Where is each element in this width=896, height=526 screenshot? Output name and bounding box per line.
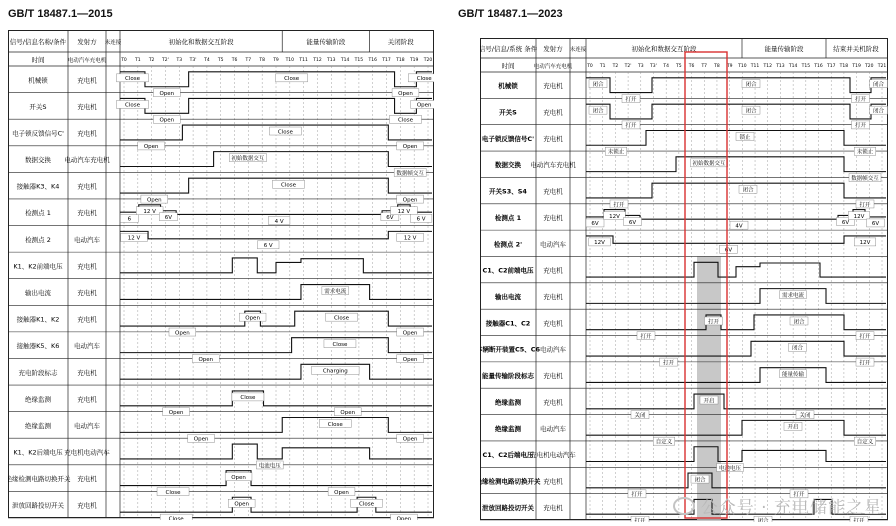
frame	[481, 39, 888, 520]
time-sender: 电动汽车充电机	[67, 58, 107, 64]
row-sender: 电动汽车	[74, 235, 100, 244]
row-sender: 充电机	[543, 293, 563, 301]
time-tick: T3	[637, 64, 644, 69]
state-label: Open	[159, 91, 175, 98]
state-label: Open	[231, 474, 246, 481]
state-label: 未锁止	[856, 149, 874, 156]
state-label: Open	[175, 330, 190, 337]
state-label: 未锁止	[607, 149, 625, 156]
state-label: 能量传输	[781, 371, 805, 378]
state-label: 打开	[640, 334, 652, 341]
state-label: Close	[240, 395, 256, 402]
row-sender: 电动汽车	[74, 342, 100, 351]
header-unconnected: 未连接	[569, 47, 587, 53]
time-tick: T15	[801, 64, 811, 69]
time-tick: T1	[599, 64, 606, 69]
row-sender: 充电机	[543, 503, 563, 512]
row-signal-name: 泄放回路投切开关	[482, 503, 534, 512]
state-label: 打开	[859, 360, 871, 367]
header-sender: 发射方	[77, 38, 97, 46]
state-label: 初始数据交互	[231, 155, 265, 162]
header-signal: 信号/信息/系统 条件	[480, 45, 538, 53]
state-label: 打开	[625, 96, 637, 103]
row-signal-name: 数据交换	[495, 161, 521, 170]
state-label: 打开	[625, 123, 637, 130]
time-tick: T3	[176, 58, 183, 63]
state-label: 6V	[386, 215, 394, 222]
state-label: Open	[402, 436, 418, 443]
waveform	[586, 315, 886, 330]
state-label: 电池电压	[258, 463, 281, 470]
row-sender: 电动汽车	[540, 240, 566, 249]
header-phase: 能量传输阶段	[306, 38, 346, 46]
state-label: 打开	[859, 334, 871, 341]
time-tick: T13	[327, 58, 336, 63]
state-label: Open	[402, 144, 418, 151]
row-sender: 充电机	[543, 82, 563, 91]
state-label: Close	[327, 421, 343, 428]
waveform	[586, 289, 886, 304]
row-signal-name: 检测点 2	[25, 235, 51, 244]
time-tick: T11	[299, 58, 308, 63]
time-tick: T11	[750, 64, 760, 69]
row-sender: 充电机	[77, 395, 97, 404]
time-tick: T17	[826, 64, 836, 69]
state-label: 12 V	[397, 209, 411, 216]
waveform	[586, 394, 886, 409]
state-label: 闭合	[757, 518, 769, 522]
row-signal-name: 接触器K5、K6	[16, 342, 60, 351]
state-label: 闭合	[592, 108, 604, 115]
time-tick: T2	[612, 64, 619, 69]
row-sender: 充电机	[543, 477, 563, 486]
time-tick: T5	[217, 58, 224, 63]
row-signal-name: 机械锁	[28, 76, 48, 85]
state-label: 6 V	[263, 243, 273, 250]
waveform	[586, 157, 886, 172]
row-sender: 充电机	[543, 266, 563, 275]
state-label: Charging	[322, 368, 348, 375]
state-label: Open	[340, 410, 356, 417]
wechat-icon	[673, 497, 695, 515]
time-tick: T17	[382, 58, 391, 63]
state-label: Open	[143, 144, 159, 151]
time-tick: T16	[814, 64, 823, 69]
time-tick: T19	[409, 58, 419, 63]
time-tick: T8	[714, 64, 720, 69]
row-signal-name: 绝缘监测	[495, 424, 521, 433]
header-phase: 关闭阶段	[387, 38, 414, 46]
row-sender: 充电机	[543, 187, 563, 196]
time-tick: T8	[259, 58, 265, 63]
row-sender: 电动汽车充电机	[530, 161, 576, 170]
state-label: Close	[397, 117, 413, 124]
state-label: Open	[416, 102, 432, 109]
state-label: 12V	[853, 213, 865, 220]
row-sender: 充电机	[77, 76, 97, 85]
row-signal-name: 检测点 1	[25, 209, 51, 218]
header-sender: 发射方	[543, 45, 563, 53]
watermark	[673, 493, 882, 518]
row-sender: 充电机	[543, 134, 563, 143]
row-signal-name: C1、C2后端电压	[482, 451, 534, 460]
state-label: Open	[193, 436, 209, 443]
state-label: Open	[398, 91, 413, 98]
time-tick: T16	[368, 58, 377, 63]
time-tick: T12	[763, 64, 772, 69]
row-sender: 充电机	[77, 368, 97, 377]
time-tick: T7	[245, 58, 252, 63]
state-label: 闭合	[742, 187, 754, 194]
row-sender: 充电机	[77, 262, 97, 271]
time-tick: T9	[273, 58, 279, 63]
row-signal-name: 绝缘监测	[495, 398, 521, 407]
state-label: 开启	[703, 398, 715, 405]
row-signal-name: K1、K2后端电压	[13, 448, 63, 457]
row-sender: 充电机	[543, 213, 563, 222]
frame	[9, 31, 434, 518]
state-label: 12 V	[403, 235, 417, 242]
header-phase: 初始化和数据交互阶段	[168, 38, 234, 46]
state-label: 打开	[631, 492, 643, 499]
row-signal-name: 机械锁	[498, 82, 518, 91]
waveform	[586, 447, 886, 462]
state-label: 关闭	[634, 413, 646, 420]
row-sender: 充电机	[543, 372, 563, 381]
state-label: 开启	[787, 424, 799, 431]
time-sender: 电动汽车充电机	[533, 64, 573, 70]
state-label: Open	[396, 516, 412, 520]
row-sender: 充电机	[77, 475, 97, 484]
state-label: Open	[234, 501, 250, 508]
waveform	[586, 78, 886, 93]
state-label: 关闭	[799, 413, 811, 420]
time-tick: T10	[738, 64, 747, 69]
state-label: 4 V	[274, 218, 284, 225]
row-sender: 充电机	[77, 182, 97, 191]
state-label: 6V	[841, 219, 850, 226]
row-signal-name: 绝缘检测电路切换开关	[480, 477, 541, 486]
state-label: 12 V	[143, 209, 156, 216]
waveform	[586, 183, 886, 198]
row-signal-name: 开关S	[29, 102, 47, 111]
time-tick: T9	[726, 64, 733, 69]
row-sender: 充电机	[543, 398, 563, 407]
row-signal-name: 检测点 2'	[493, 240, 523, 249]
state-label: 4V	[735, 223, 743, 230]
state-label: 数据帧交互	[396, 170, 424, 177]
state-label: 打开	[793, 492, 805, 499]
row-sender: 充电机电动汽车	[64, 448, 110, 457]
state-label: 电池电压	[718, 465, 742, 472]
time-tick: T6	[231, 58, 238, 63]
left-timing-diagram	[8, 30, 434, 520]
time-tick: T10	[285, 58, 295, 63]
time-tick: T4	[663, 64, 669, 69]
waveform	[586, 262, 886, 277]
state-label: Close	[124, 102, 140, 109]
row-signal-name: 接触器K1、K2	[16, 315, 60, 324]
time-label: 时间	[501, 62, 515, 70]
left-timing-svg	[8, 30, 434, 520]
state-label: Open	[159, 117, 175, 124]
state-label: 6V	[591, 221, 599, 228]
row-signal-name: 充电阶段标志	[18, 368, 58, 377]
time-tick: T4	[204, 58, 210, 63]
state-label: 打开	[662, 360, 675, 367]
time-tick: T18	[839, 64, 849, 69]
state-label: 6V	[164, 215, 172, 222]
state-label: 闭合	[791, 345, 804, 352]
state-label: 自定义	[856, 439, 874, 446]
state-label: 需求电流	[781, 292, 805, 299]
right-timing-diagram	[480, 38, 890, 522]
state-label: 12V	[859, 240, 871, 247]
state-label: Open	[168, 410, 184, 417]
row-signal-name: 泄放回路投切开关	[12, 501, 64, 510]
time-tick: T2	[148, 58, 155, 63]
state-label: 锁止	[739, 134, 751, 141]
row-signal-name: 开关S3、S4	[489, 187, 527, 196]
left-standard-title: GB/T 18487.1—2015	[8, 8, 113, 20]
time-tick: T15	[354, 58, 364, 63]
time-tick: T12	[313, 58, 322, 63]
state-label: 打开	[634, 518, 646, 522]
state-label: Open	[334, 489, 349, 496]
state-label: 数据帧交互	[851, 175, 879, 182]
state-label: 6V	[628, 219, 637, 226]
waveform	[586, 368, 886, 383]
state-label: 闭合	[872, 82, 885, 89]
state-label: 需求电流	[324, 288, 347, 295]
state-label: 打开	[859, 202, 871, 209]
state-label: Open	[198, 356, 214, 363]
waveform	[586, 104, 886, 119]
row-sender: 充电机	[77, 209, 97, 218]
time-tick: T14	[340, 58, 350, 63]
time-tick: T0	[587, 64, 593, 69]
row-signal-name: 开关S	[499, 108, 517, 117]
header-unconnected: 未连接	[104, 40, 122, 46]
time-tick: T0	[121, 58, 127, 63]
row-signal-name: 接触器K3、K4	[16, 182, 60, 191]
row-sender: 充电机	[77, 289, 97, 297]
state-label: Close	[277, 129, 293, 136]
row-sender: 电动汽车	[74, 421, 100, 430]
state-label: Open	[402, 197, 418, 204]
state-label: 自定义	[655, 439, 673, 446]
right-standard-title: GB/T 18487.1—2023	[458, 8, 563, 20]
row-sender: 电动汽车	[540, 424, 566, 433]
state-label: 12 V	[127, 235, 141, 242]
state-label: Close	[416, 76, 432, 83]
header-phase: 初始化和数据交互阶段	[631, 45, 697, 53]
state-label: Open	[245, 315, 260, 322]
header-phase: 能量传输阶段	[764, 45, 804, 53]
state-label: Close	[165, 489, 181, 496]
time-tick: T14	[788, 64, 798, 69]
time-tick: T2'	[624, 64, 632, 69]
time-tick: T6	[688, 64, 695, 69]
state-label: Close	[334, 315, 350, 322]
time-tick: T21	[877, 64, 887, 69]
row-signal-name: 数据交换	[25, 156, 51, 165]
row-signal-name: C1、C2前端电压	[482, 266, 534, 275]
state-label: Close	[358, 501, 374, 508]
state-label: 闭合	[745, 108, 757, 115]
row-sender: 电动汽车充电机	[64, 156, 110, 165]
time-tick: T19	[852, 64, 861, 69]
row-sender: 充电机	[77, 129, 97, 138]
state-label: 打开	[853, 518, 865, 522]
state-label: 打开	[854, 123, 867, 130]
row-sender: 充电机	[543, 319, 563, 328]
state-label: Open	[402, 330, 418, 337]
time-tick: T5	[676, 64, 682, 69]
time-tick: T20	[423, 58, 433, 63]
state-label: 12V	[609, 213, 620, 220]
state-label: 6 V	[416, 216, 426, 223]
row-signal-name: 能量传输阶段标志	[482, 372, 534, 381]
state-label: 闭合	[592, 82, 604, 89]
state-label: 闭合	[694, 477, 706, 484]
state-label: 打开	[613, 202, 625, 209]
waveform	[120, 258, 432, 273]
row-signal-name: 输出电流	[495, 293, 521, 301]
state-label: 打开	[854, 96, 867, 103]
row-signal-name: 绝缘监测	[25, 421, 51, 430]
row-sender: 充电机	[77, 315, 97, 324]
row-signal-name: 电子锁反馈信号C'	[481, 134, 535, 143]
time-tick: T18	[396, 58, 405, 63]
row-sender: 电动汽车	[540, 345, 566, 354]
row-signal-name: 检测点 1	[494, 213, 522, 222]
time-tick: T13	[776, 64, 785, 69]
state-label: Open	[146, 197, 162, 204]
state-label: Close	[284, 76, 300, 83]
state-label: 6V	[871, 221, 880, 228]
state-label: 6	[127, 216, 132, 223]
waveform	[586, 236, 886, 243]
row-signal-name: 车辆断开装置C5、C6	[480, 345, 541, 354]
waveform	[586, 473, 886, 488]
state-label: Close	[124, 76, 140, 83]
waveform	[586, 420, 886, 435]
header-phase: 结束并关机阶段	[833, 45, 879, 53]
time-tick: T2'	[162, 58, 169, 63]
row-signal-name: 绝缘监测	[25, 395, 51, 404]
time-tick: T1	[135, 58, 141, 63]
time-tick: T20	[865, 64, 874, 69]
state-label: 12V	[594, 240, 605, 247]
state-label: 闭合	[745, 82, 757, 89]
header-signal: 信号/信息名称/条件	[9, 38, 67, 46]
time-tick: T3'	[189, 58, 197, 63]
watermark-text: 公众号 · 充电储能之星	[700, 498, 882, 518]
waveform	[586, 341, 886, 356]
row-signal-name: K1、K2前端电压	[13, 262, 63, 271]
state-label: Close	[168, 516, 184, 520]
state-label: 初始数据交互	[692, 161, 726, 168]
state-label: 打开	[707, 319, 720, 326]
time-label: 时间	[31, 56, 45, 64]
state-label: 闭合	[793, 319, 805, 326]
row-sender: 充电机	[77, 501, 97, 510]
state-label: 6V	[724, 247, 733, 254]
row-signal-name: 绝缘检测电路切换开关	[8, 475, 71, 484]
row-sender: 充电机	[77, 102, 97, 111]
row-signal-name: 输出电流	[25, 289, 51, 297]
row-sender: 充电机	[543, 108, 563, 117]
state-label: Close	[332, 342, 348, 349]
state-label: Close	[280, 182, 296, 189]
row-sender: 充电机电动汽车	[530, 451, 576, 460]
time-tick: T3'	[650, 64, 657, 69]
right-timing-svg	[480, 38, 890, 522]
state-label: Open	[402, 356, 418, 363]
row-signal-name: 电子锁反馈信号C'	[12, 129, 64, 138]
row-signal-name: 接触器C1、C2	[485, 319, 531, 328]
state-label: 闭合	[872, 108, 885, 115]
time-tick: T7	[701, 64, 708, 69]
